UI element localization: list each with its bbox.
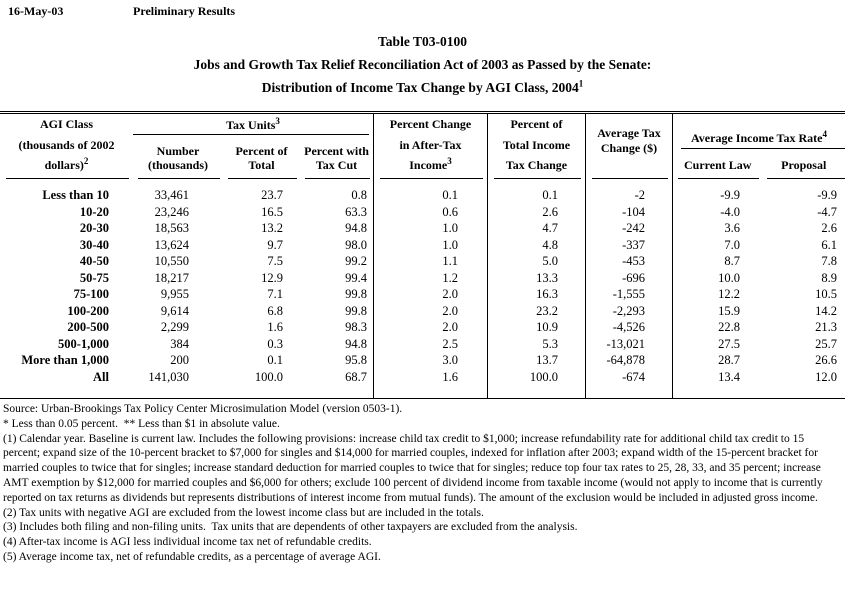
value-cell: 13.2: [261, 221, 283, 235]
value-cell: 63.3: [345, 204, 367, 219]
average-income-tax-rate-group: [672, 114, 845, 179]
value-cell: 5.0: [487, 253, 585, 270]
value-cell: 2.0: [373, 303, 487, 320]
agi-class-label: More than 1,000: [21, 353, 109, 367]
table-row: [0, 369, 845, 386]
value-cell: 1.0: [373, 237, 487, 254]
value-cell: 22.8: [672, 319, 762, 336]
value-cell: 14.2: [815, 303, 837, 318]
value-cell: 2.5: [373, 336, 487, 353]
agi-class-label: 20-30: [79, 221, 109, 235]
table-row: [0, 303, 845, 320]
value-cell: 0.3: [267, 336, 283, 351]
table-row: [0, 204, 845, 221]
value-cell: 8.9: [821, 270, 837, 285]
agi-class-label: 50-75: [79, 270, 109, 285]
value-cell: 25.7: [815, 336, 837, 351]
value-cell: 68.7: [345, 369, 367, 384]
underline-rule: [6, 178, 129, 179]
table-row: [0, 336, 845, 353]
spacer-cell: [585, 179, 672, 187]
tax-units-group: [133, 114, 373, 179]
value-cell: 16.5: [261, 204, 283, 219]
spacer-cell: [672, 385, 762, 398]
value-cell: 3.6: [672, 220, 762, 237]
percent-with-tax-cut-column-header: Percent with Tax Cut: [300, 135, 373, 179]
value-cell: 27.5: [672, 336, 762, 353]
underline-rule: [138, 178, 220, 179]
value-cell: 1.2: [373, 270, 487, 287]
value-cell: 99.8: [345, 287, 367, 301]
value-cell: 98.3: [345, 320, 367, 334]
value-cell: 99.2: [345, 254, 367, 268]
agi-class-label: 40-50: [79, 254, 109, 268]
agi-class-label: 100-200: [67, 303, 109, 318]
value-cell: 10.9: [487, 319, 585, 336]
value-cell: 3.0: [373, 352, 487, 369]
value-cell: 6.1: [821, 237, 837, 252]
threshold-note: * Less than 0.05 percent. ** Less than $1 in absolute value.: [3, 417, 280, 430]
status-label: Preliminary Results: [133, 4, 236, 18]
title-block: [0, 30, 845, 99]
proposal-column-header: Proposal: [762, 149, 845, 179]
value-cell: 94.8: [345, 221, 367, 235]
agi-class-label: 200-500: [67, 320, 109, 334]
value-cell: 28.7: [672, 352, 762, 369]
underline-rule: [305, 178, 370, 179]
spacer-cell: [0, 179, 133, 187]
underline-rule: [767, 178, 845, 179]
value-cell: -104: [585, 204, 672, 221]
table-header: [0, 114, 845, 179]
footnote-1: (1) Calendar year. Baseline is current law. Includes the following provisions: increase child tax credit to $1,000; increase refundability rate for additional child tax credit to 15 percent; expand size of the 10-percent bracket to $7,000 for singles and $14,000 for married couples, indexed for inflation after 2003; expand width of the 15-percent bracket for married couples to twice that for singles; increase standard deduction for married couples to twice that for singles; reduce top four tax rates to 25, 28, 33, and 35 percent; increase AMT exemption by $12,000 for married couples and $6,000 for others; exclude 100 percent of dividend income from taxable income (would not apply to income that is currently reported on tax returns as dividends but represents distributions of interest income from mutual funds). The amount of the exclusion would be included in adjusted gross income.: [3, 432, 823, 504]
spacer-cell: [585, 385, 672, 398]
table-row: [0, 220, 845, 237]
spacer-cell: [133, 179, 223, 187]
average-income-tax-rate-group-header: Average Income Tax Rate$^4$: [673, 114, 845, 149]
spacer-cell: [300, 179, 373, 187]
footnote-marker: 1: [578, 78, 584, 89]
value-cell: 2.6: [487, 204, 585, 221]
value-cell: 98.0: [345, 237, 367, 252]
value-cell: -13,021: [585, 336, 672, 353]
footnote-3: (3) Includes both filing and non-filing units. Tax units that are dependents of other taxpayers are excluded from the analysis.: [3, 521, 578, 534]
percent-change-after-tax-income-column-header: Percent Change in After-Tax Income$^3$: [373, 114, 487, 179]
value-cell: 200: [170, 353, 189, 367]
distribution-table: [0, 111, 845, 399]
value-cell: 4.8: [487, 237, 585, 254]
spacer-row: [0, 179, 845, 187]
value-cell: -242: [585, 220, 672, 237]
value-cell: -1,555: [585, 286, 672, 303]
agi-class-label: 30-40: [79, 237, 109, 252]
value-cell: 26.6: [815, 353, 837, 367]
agi-class-label: 75-100: [73, 287, 109, 301]
value-cell: 5.3: [487, 336, 585, 353]
value-cell: -696: [585, 270, 672, 287]
value-cell: 2,299: [160, 320, 189, 334]
table-row: [0, 286, 845, 303]
value-cell: 0.1: [373, 187, 487, 204]
value-cell: -4.7: [817, 204, 837, 219]
date-label: 16-May-03: [8, 4, 64, 18]
value-cell: 0.1: [267, 353, 283, 367]
value-cell: -9.9: [672, 187, 762, 204]
value-cell: 7.0: [672, 237, 762, 254]
value-cell: 7.1: [267, 287, 283, 301]
footnotes: [0, 402, 845, 565]
value-cell: -4,526: [585, 319, 672, 336]
agi-class-label: 10-20: [79, 204, 109, 219]
table-row: [0, 253, 845, 270]
value-cell: 99.4: [345, 270, 367, 285]
tax-units-group-header: Tax Units$^3$: [133, 114, 373, 135]
value-cell: -9.9: [817, 188, 837, 202]
value-cell: 18,563: [154, 221, 189, 235]
value-cell: 6.8: [267, 303, 283, 318]
value-cell: -4.0: [672, 204, 762, 221]
footnote-marker: 3: [447, 156, 452, 166]
value-cell: -453: [585, 253, 672, 270]
value-cell: 23,246: [154, 204, 189, 219]
value-cell: -674: [585, 369, 672, 386]
value-cell: 9,614: [160, 303, 189, 318]
underline-rule: [228, 178, 297, 179]
percent-of-total-column-header: Percent of Total: [223, 135, 300, 179]
percent-of-total-income-tax-change-column-header: Percent of Total Income Tax Change: [487, 114, 585, 179]
value-cell: 23.2: [487, 303, 585, 320]
footnote-marker: 3: [275, 115, 280, 126]
value-cell: 4.7: [487, 220, 585, 237]
spacer-row: [0, 385, 845, 398]
value-cell: 13.7: [487, 352, 585, 369]
value-cell: 1.6: [267, 320, 283, 334]
value-cell: 18,217: [154, 270, 189, 285]
source-note: Source: Urban-Brookings Tax Policy Center Microsimulation Model (version 0503-1).: [3, 403, 403, 415]
value-cell: 10.5: [815, 287, 837, 301]
spacer-cell: [223, 179, 300, 187]
spacer-cell: [487, 385, 585, 398]
underline-rule: [678, 178, 759, 179]
table-row: [0, 237, 845, 254]
value-cell: 0.8: [351, 188, 367, 202]
value-cell: 10,550: [154, 254, 189, 268]
table-row: [0, 319, 845, 336]
value-cell: 16.3: [487, 286, 585, 303]
value-cell: 0.6: [373, 204, 487, 221]
value-cell: 2.0: [373, 319, 487, 336]
value-cell: 13.3: [487, 270, 585, 287]
value-cell: -2: [585, 187, 672, 204]
spacer-cell: [672, 179, 762, 187]
spacer-cell: [487, 179, 585, 187]
value-cell: 23.7: [261, 188, 283, 202]
table-row: [0, 187, 845, 204]
current-law-column-header: Current Law: [673, 149, 762, 179]
value-cell: 12.0: [815, 369, 837, 384]
footnote-2: (2) Tax units with negative AGI are excluded from the lowest income class but are included in the totals.: [3, 506, 484, 519]
table-title: Jobs and Growth Tax Relief Reconciliation Act of 2003 as Passed by the Senate:: [193, 57, 652, 72]
spacer-cell: [762, 385, 845, 398]
spacer-cell: [762, 179, 845, 187]
value-cell: -337: [585, 237, 672, 254]
value-cell: -64,878: [585, 352, 672, 369]
agi-class-label: 500-1,000: [57, 336, 109, 351]
spacer-cell: [223, 385, 300, 398]
table-body: [0, 179, 845, 398]
value-cell: 9.7: [267, 237, 283, 252]
report-header: [0, 0, 845, 18]
underline-rule: [494, 178, 581, 179]
value-cell: 1.0: [373, 220, 487, 237]
value-cell: 7.8: [821, 254, 837, 268]
value-cell: 12.9: [261, 270, 283, 285]
table-row: [0, 352, 845, 369]
value-cell: 384: [170, 336, 189, 351]
value-cell: 99.8: [345, 303, 367, 318]
value-cell: 1.1: [373, 253, 487, 270]
value-cell: 2.0: [373, 286, 487, 303]
number-column-header: Number (thousands): [133, 135, 223, 179]
value-cell: 95.8: [345, 353, 367, 367]
average-tax-change-column-header: Average Tax Change ($): [585, 114, 672, 179]
spacer-cell: [133, 385, 223, 398]
spacer-cell: [373, 385, 487, 398]
value-cell: 100.0: [487, 369, 585, 386]
spacer-cell: [0, 385, 133, 398]
table-subtitle: Distribution of Income Tax Change by AGI Class, 2004$^1$: [261, 78, 584, 95]
value-cell: 13.4: [672, 369, 762, 386]
value-cell: -2,293: [585, 303, 672, 320]
underline-rule: [592, 178, 668, 179]
agi-class-header: AGI Class (thousands of 2002 dollars)$^2$: [0, 114, 133, 179]
value-cell: 8.7: [672, 253, 762, 270]
footnote-marker: 4: [822, 129, 827, 139]
spacer-cell: [300, 385, 373, 398]
value-cell: 15.9: [672, 303, 762, 320]
value-cell: 94.8: [345, 336, 367, 351]
value-cell: 141,030: [148, 369, 189, 384]
agi-class-label: All: [93, 369, 109, 384]
table-number-title: Table T03-0100: [378, 34, 467, 49]
value-cell: 33,461: [154, 188, 189, 202]
table-row: [0, 270, 845, 287]
value-cell: 12.2: [672, 286, 762, 303]
value-cell: 21.3: [815, 320, 837, 334]
value-cell: 7.5: [267, 254, 283, 268]
value-cell: 100.0: [254, 369, 283, 384]
value-cell: 1.6: [373, 369, 487, 386]
value-cell: 10.0: [672, 270, 762, 287]
value-cell: 0.1: [487, 187, 585, 204]
value-cell: 2.6: [821, 221, 837, 235]
spacer-cell: [373, 179, 487, 187]
underline-rule: [380, 178, 483, 179]
footnote-4: (4) After-tax income is AGI less individual income tax net of refundable credits.: [3, 536, 372, 549]
footnote-marker: 2: [83, 156, 89, 166]
value-cell: 9,955: [160, 287, 189, 301]
value-cell: 13,624: [154, 237, 189, 252]
footnote-5: (5) Average income tax, net of refundable credits, as a percentage of average AGI.: [3, 550, 381, 563]
agi-class-label: Less than 10: [42, 188, 109, 202]
